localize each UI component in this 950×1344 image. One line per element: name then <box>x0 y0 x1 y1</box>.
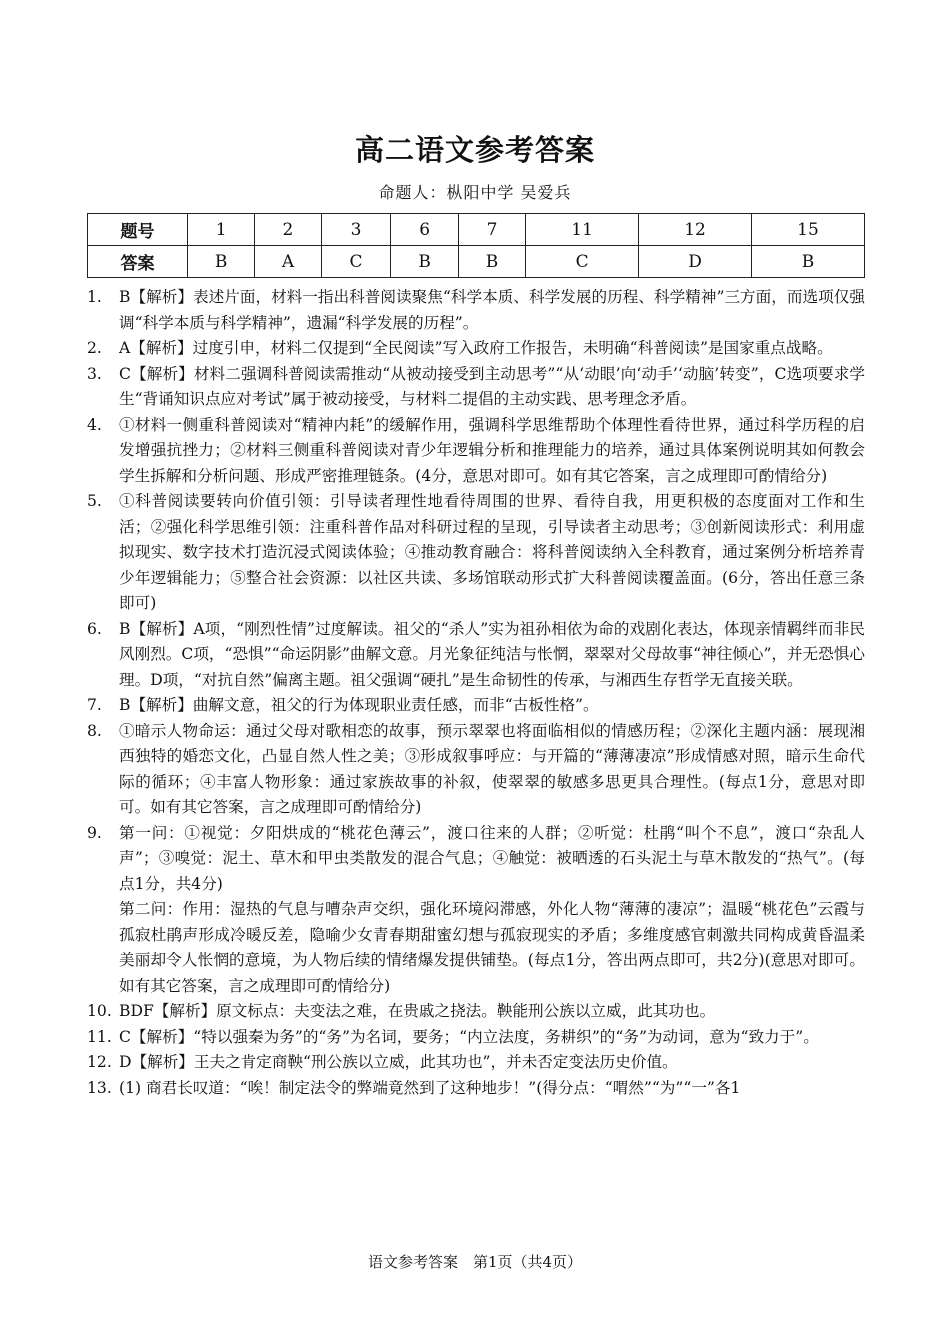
answer-item <box>87 1025 865 1051</box>
answer-item <box>87 1050 865 1076</box>
row-label-answer: 答案 <box>88 246 188 278</box>
answer-item <box>87 821 865 1000</box>
item-text: ①暗示人物命运：通过父母对歌相恋的故事，预示翠翠也将面临相似的情感历程；②深化主题内涵：展现湘西独特的婚恋文化，凸显自然人性之美；③形成叙事呼应：与开篇的“薄薄凄凉”形成情感对照，暗示生命代际的循环；④丰富人物形象：通过家族故事的补叙，使翠翠的敏感多思更具合理性。(每点1分，意思对即可。如有其它答案，言之成理即可酌情给分) <box>119 721 865 816</box>
answer-item <box>87 693 865 719</box>
cell-number: 7 <box>458 214 525 246</box>
item-number: 4. <box>87 415 102 434</box>
cell-number: 1 <box>188 214 255 246</box>
cell-number: 3 <box>321 214 391 246</box>
cell-number: 11 <box>526 214 639 246</box>
item-text: 第二问：作用：湿热的气息与嘈杂声交织，强化环境闷滞感，外化人物“薄薄的凄凉”；温暖“桃花色”云霞与孤寂杜鹃声形成冷暖反差，隐喻少女青春期甜蜜幻想与孤寂现实的矛盾；多维度感官刺激共同构成黄昏温柔美丽却令人怅惘的意境，为人物后续的情绪爆发提供铺垫。(每点1分，答出两点即可，共2分)(意思对即可。如有其它答案，言之成理即可酌情给分) <box>119 900 865 995</box>
item-number: 10. <box>87 1002 112 1020</box>
cell-answer: B <box>751 246 864 278</box>
cell-answer: C <box>321 246 391 278</box>
item-text: (1) 商君长叹道：“唉！制定法令的弊端竟然到了这种地步！”(得分点：“喟然”“为”“一”各1 <box>119 1078 741 1097</box>
answer-item <box>87 719 865 821</box>
item-text: BDF【解析】原文标点：夫变法之难，在贵戚之挠法。鞅能刑公族以立威，此其功也。 <box>119 1002 716 1020</box>
item-text: D【解析】王夫之肯定商鞅“刑公族以立威，此其功也”，并未否定变法历史价值。 <box>119 1053 678 1071</box>
item-number: 5. <box>87 492 102 510</box>
item-number: 13. <box>87 1078 112 1097</box>
answer-table <box>87 213 865 278</box>
answer-item <box>87 362 865 413</box>
cell-answer: B <box>391 246 458 278</box>
cell-number: 6 <box>391 214 458 246</box>
table-row-answers <box>88 246 865 278</box>
item-number: 9. <box>87 823 102 842</box>
row-label-number: 题号 <box>88 214 188 246</box>
answer-item <box>87 489 865 617</box>
page-title: 高二语文参考答案 <box>354 133 595 167</box>
answer-item <box>87 999 865 1025</box>
page-footer: 语文参考答案 第1页（共4页） <box>367 1253 583 1271</box>
item-number: 3. <box>87 364 102 383</box>
item-text: 第一问：①视觉：夕阳烘成的“桃花色薄云”，渡口往来的人群；②听觉：杜鹃“叫个不息”，渡口“杂乱人声”；③嗅觉：泥土、草木和甲虫类散发的混合气息；④触觉：被晒透的石头泥土与草木散发的“热气”。(每点1分，共4分) <box>119 823 865 893</box>
item-number: 12. <box>87 1053 112 1071</box>
answer-item <box>87 413 865 490</box>
item-text: A【解析】过度引申，材料二仅提到“全民阅读”写入政府工作报告，未明确“科普阅读”是国家重点战略。 <box>119 339 833 357</box>
item-number: 8. <box>87 721 102 740</box>
cell-answer: A <box>255 246 321 278</box>
item-number: 11. <box>87 1027 112 1046</box>
cell-number: 2 <box>255 214 321 246</box>
cell-answer: C <box>526 246 639 278</box>
item-text: B【解析】曲解文意，祖父的行为体现职业责任感，而非“古板性格”。 <box>119 696 599 714</box>
item-text: B【解析】A项，“刚烈性情”过度解读。祖父的“杀人”实为祖孙相依为命的戏剧化表达，体现亲情羁绊而非民风刚烈。C项，“恐惧”“命运阴影”曲解文意。月光象征纯洁与怅惘，翠翠对父母故事“神往倾心”，并无恐惧心理。D项，“对抗自然”偏离主题。祖父强调“硬扎”是生命韧性的传承，与湘西生存哲学无直接关联。 <box>119 619 865 689</box>
item-text: C【解析】“特以强秦为务”的“务”为名词，要务；“内立法度，务耕织”的“务”为动词，意为“致力于”。 <box>119 1027 819 1046</box>
item-number: 2. <box>87 339 102 357</box>
answer-list <box>87 285 865 1101</box>
item-number: 1. <box>87 288 102 306</box>
answer-item <box>87 617 865 694</box>
answer-item <box>87 336 865 362</box>
cell-number: 12 <box>639 214 752 246</box>
cell-answer: B <box>188 246 255 278</box>
table-row-numbers <box>88 214 865 246</box>
item-number: 7. <box>87 696 102 714</box>
cell-answer: D <box>639 246 752 278</box>
author-line: 命题人：枞阳中学 吴爱兵 <box>378 183 572 202</box>
item-text: C【解析】材料二强调科普阅读需推动“从被动接受到主动思考”“从‘动眼’向‘动手’‘动脑’转变”，C选项要求学生“背诵知识点应对考试”属于被动接受，与材料二提倡的主动实践、思考理念矛盾。 <box>119 364 865 408</box>
answer-item <box>87 285 865 336</box>
item-text: B【解析】表述片面，材料一指出科普阅读聚焦“科学本质、科学发展的历程、科学精神”三方面，而选项仅强调“科学本质与科学精神”，遗漏“科学发展的历程”。 <box>119 288 865 332</box>
answer-item <box>87 1076 865 1102</box>
cell-answer: B <box>458 246 525 278</box>
item-text: ①材料一侧重科普阅读对“精神内耗”的缓解作用，强调科学思维帮助个体理性看待世界，通过科学历程的启发增强抗挫力；②材料三侧重科普阅读对青少年逻辑分析和推理能力的培养，通过具体案例说明其如何教会学生拆解和分析问题、形成严密推理链条。(4分，意思对即可。如有其它答案，言之成理即可酌情给分) <box>119 415 865 485</box>
item-number: 6. <box>87 619 102 638</box>
item-text: ①科普阅读要转向价值引领：引导读者理性地看待周围的世界、看待自我，用更积极的态度面对工作和生活；②强化科学思维引领：注重科普作品对科研过程的呈现，引导读者主动思考；③创新阅读形式：利用虚拟现实、数字技术打造沉浸式阅读体验；④推动教育融合：将科普阅读纳入全科教育，通过案例分析培养青少年逻辑能力；⑤整合社会资源：以社区共读、多场馆联动形式扩大科普阅读覆盖面。(6分，答出任意三条即可) <box>119 492 865 612</box>
cell-number: 15 <box>751 214 864 246</box>
